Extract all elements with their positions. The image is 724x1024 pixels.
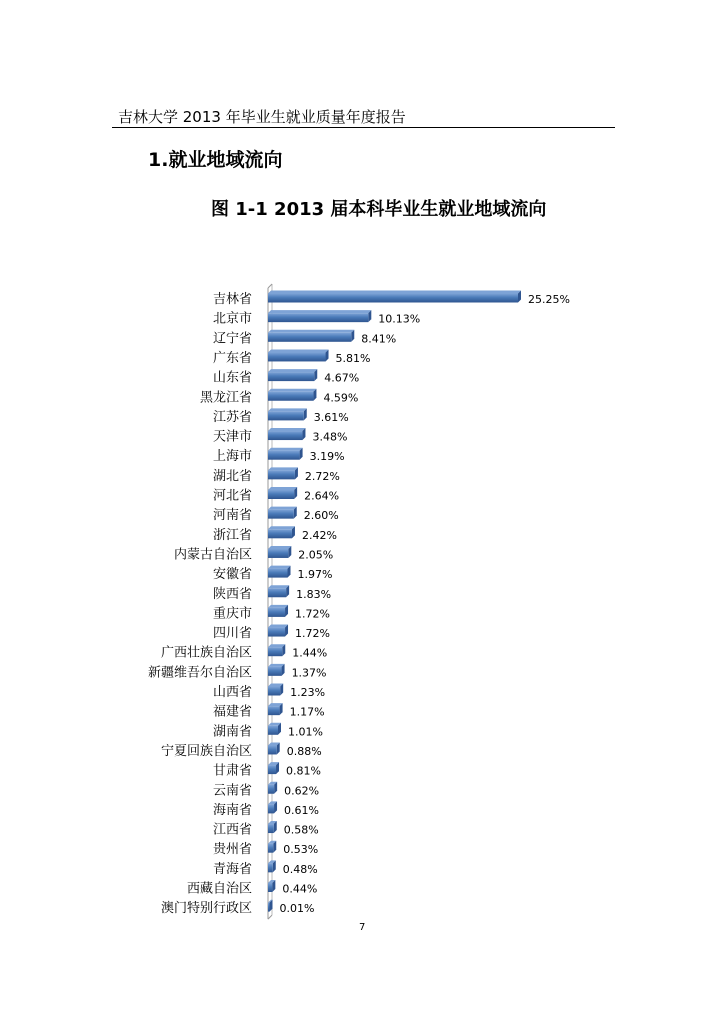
value-label: 0.88% <box>286 744 322 758</box>
value-label: 0.01% <box>279 902 315 916</box>
axis-floor-edge <box>268 915 272 919</box>
bar-top-face <box>268 644 285 647</box>
bar-top-face <box>268 448 303 451</box>
bar-top-face <box>268 625 288 628</box>
value-label: 4.67% <box>324 371 360 385</box>
value-label: 2.05% <box>298 548 334 562</box>
category-label: 山东省 <box>212 370 252 386</box>
category-label: 陕西省 <box>212 586 252 602</box>
bar <box>268 726 278 735</box>
bar <box>268 451 300 460</box>
bar <box>268 333 351 342</box>
category-label: 安徽省 <box>212 567 252 583</box>
bar <box>268 804 274 813</box>
bar-top-face <box>268 507 297 510</box>
bar-top-face <box>268 389 316 392</box>
bar <box>268 352 326 361</box>
bar <box>268 510 294 519</box>
bar <box>268 844 273 853</box>
value-label: 3.19% <box>309 450 345 464</box>
bar <box>268 529 292 538</box>
category-label: 吉林省 <box>212 292 252 307</box>
category-label: 福建省 <box>212 704 252 720</box>
bar <box>268 549 288 558</box>
value-label: 0.44% <box>282 882 318 896</box>
category-label: 四川省 <box>212 626 252 642</box>
value-label: 0.61% <box>284 803 319 817</box>
value-label: 0.81% <box>286 764 321 778</box>
bar-top-face <box>268 605 288 608</box>
category-label: 西藏自治区 <box>186 881 252 897</box>
report-header: 吉林大学 2013 年毕业生就业质量年度报告 <box>118 108 406 126</box>
bar <box>268 706 280 715</box>
bar-top-face <box>268 546 291 549</box>
value-label: 2.42% <box>301 528 337 542</box>
category-label: 江西省 <box>212 822 252 838</box>
bar-top-face <box>268 330 354 333</box>
value-label: 1.23% <box>290 686 326 699</box>
value-label: 0.48% <box>282 862 318 876</box>
bar <box>268 372 314 381</box>
category-label: 天津市 <box>212 429 252 445</box>
bar <box>268 569 288 578</box>
bar-top-face <box>268 291 521 294</box>
category-label: 贵州省 <box>212 842 252 858</box>
bar <box>268 903 270 912</box>
category-label: 湖南省 <box>212 724 252 740</box>
category-label: 广东省 <box>212 350 252 366</box>
bar <box>268 608 285 617</box>
category-label: 新疆维吾尔自治区 <box>147 665 252 681</box>
bar-top-face <box>268 585 289 588</box>
page-number: 7 <box>359 922 366 933</box>
value-label: 0.58% <box>283 823 319 837</box>
bar-top-face <box>268 349 329 352</box>
bar <box>268 490 294 499</box>
value-label: 1.37% <box>291 666 327 680</box>
bar <box>268 294 518 303</box>
bar <box>268 392 313 401</box>
bar <box>268 785 274 794</box>
value-label: 1.01% <box>288 725 323 739</box>
category-label: 云南省 <box>212 783 252 799</box>
category-label: 湖北省 <box>212 468 252 484</box>
value-label: 1.17% <box>289 705 325 719</box>
value-label: 5.81% <box>335 351 371 365</box>
value-label: 0.62% <box>284 784 320 798</box>
bar <box>268 470 295 479</box>
category-label: 甘肃省 <box>212 763 252 779</box>
section-heading: 1.就业地域流向 <box>148 149 283 171</box>
value-label: 1.83% <box>296 587 332 601</box>
bar <box>268 863 273 872</box>
category-label: 河北省 <box>212 488 252 504</box>
figure-title: 图 1-1 2013 届本科毕业生就业地域流向 <box>211 199 547 220</box>
bar-top-face <box>268 566 291 569</box>
value-label: 2.72% <box>304 469 340 483</box>
bar-top-face <box>268 428 305 431</box>
category-label: 澳门特别行政区 <box>160 901 252 917</box>
value-label: 25.25% <box>528 293 570 306</box>
value-label: 4.59% <box>323 391 359 405</box>
value-label: 1.97% <box>297 568 333 582</box>
bar <box>268 687 280 696</box>
category-label: 河南省 <box>212 508 252 524</box>
category-label: 重庆市 <box>212 606 252 622</box>
bar <box>268 765 276 774</box>
bar-top-face <box>268 408 307 411</box>
value-label: 0.53% <box>283 843 319 857</box>
value-label: 10.13% <box>378 312 421 326</box>
category-label: 青海省 <box>212 861 252 877</box>
bar <box>268 588 286 597</box>
bar-top-face <box>268 369 317 372</box>
category-label: 江苏省 <box>212 409 252 425</box>
value-label: 8.41% <box>361 332 397 346</box>
bar <box>268 431 302 440</box>
bar <box>268 411 304 420</box>
value-label: 3.61% <box>313 410 349 424</box>
value-label: 1.72% <box>295 607 330 621</box>
bar <box>268 667 282 676</box>
bar <box>268 824 274 833</box>
bar <box>268 883 272 892</box>
value-label: 2.64% <box>304 489 340 503</box>
category-label: 广西壮族自治区 <box>160 645 252 661</box>
category-label: 浙江省 <box>212 527 252 543</box>
category-label: 山西省 <box>212 685 252 700</box>
category-label: 内蒙古自治区 <box>173 547 252 563</box>
axis-top-edge <box>268 284 272 288</box>
category-label: 宁夏回族自治区 <box>160 743 252 759</box>
category-label: 黑龙江省 <box>199 390 252 406</box>
value-label: 1.44% <box>292 646 328 660</box>
bar-top-face <box>268 310 371 313</box>
bar-top-face <box>268 526 295 529</box>
category-label: 海南省 <box>212 802 252 818</box>
bar-top-face <box>268 487 297 490</box>
bar <box>268 313 368 322</box>
category-label: 北京市 <box>212 311 252 327</box>
category-label: 辽宁省 <box>212 331 252 347</box>
value-label: 3.48% <box>312 430 348 444</box>
category-label: 上海市 <box>212 449 252 465</box>
bar <box>268 628 285 637</box>
value-label: 1.72% <box>295 627 330 641</box>
value-label: 2.60% <box>303 509 339 523</box>
bar <box>268 745 277 754</box>
bar-top-face <box>268 467 298 470</box>
bar <box>268 647 282 656</box>
